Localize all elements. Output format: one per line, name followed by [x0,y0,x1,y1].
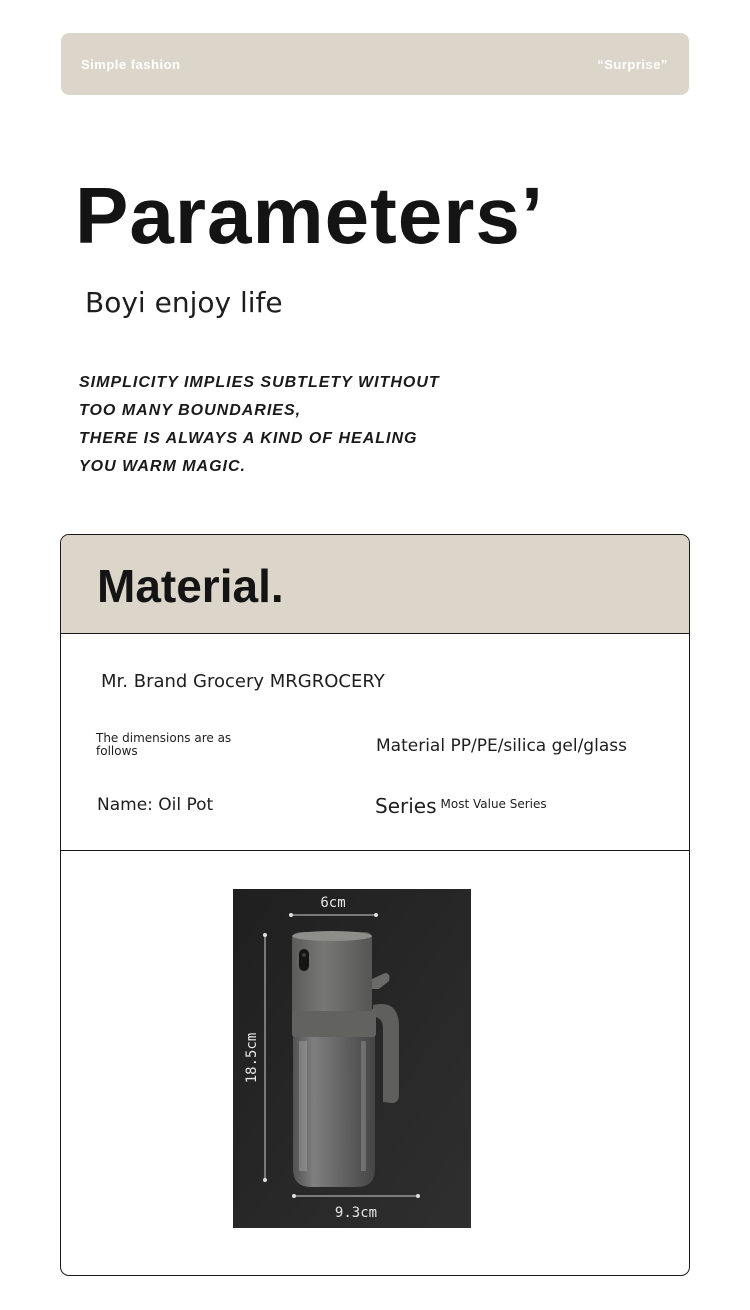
name-spec: Name: Oil Pot [97,795,214,815]
dimension-dot [292,1194,296,1198]
slogan [79,369,440,481]
material-header [61,535,689,634]
nozzle-hole [302,953,306,957]
series-spec [375,794,547,818]
page-title: Parameters’ [75,171,545,260]
dimension-dot [374,913,378,917]
dimension-dot [263,1178,267,1182]
series-label: Series [375,794,437,818]
material-title: Material. [97,560,284,612]
glass-highlight [361,1041,366,1171]
product-photo [233,889,471,1228]
pot-collar [292,1009,376,1037]
banner-right-text: “Surprise” [597,57,668,72]
pot-cap [292,932,372,1011]
slogan-line: TOO MANY BOUNDARIES, [79,402,302,419]
height-label: 18.5cm [244,1032,260,1084]
spec-table [61,634,689,851]
banner-left-text: Simple fashion [81,57,181,72]
slogan-line: SIMPLICITY IMPLIES SUBTLETY WITHOUT [79,374,440,391]
oil-pot-illustration [233,889,471,1228]
brand-spec: Mr. Brand Grocery MRGROCERY [101,671,385,692]
page-subtitle: Boyi enjoy life [85,286,283,319]
spray-nozzle [299,949,309,971]
cap-top [292,931,372,941]
dimension-dot [416,1194,420,1198]
top-banner [61,33,689,95]
material-spec: Material PP/PE/silica gel/glass [376,736,627,756]
bottom-width-label: 9.3cm [334,1205,378,1221]
slogan-line: YOU WARM MAGIC. [79,458,246,475]
glass-highlight [299,1041,307,1171]
slogan-line: THERE IS ALWAYS A KIND OF HEALING [79,430,418,447]
dimension-dot [263,933,267,937]
series-value: Most Value Series [440,797,547,811]
material-card [60,534,690,1276]
top-width-label: 6cm [320,895,346,911]
dimension-dot [289,913,293,917]
dimensions-note: The dimensions are as follows [96,731,232,758]
